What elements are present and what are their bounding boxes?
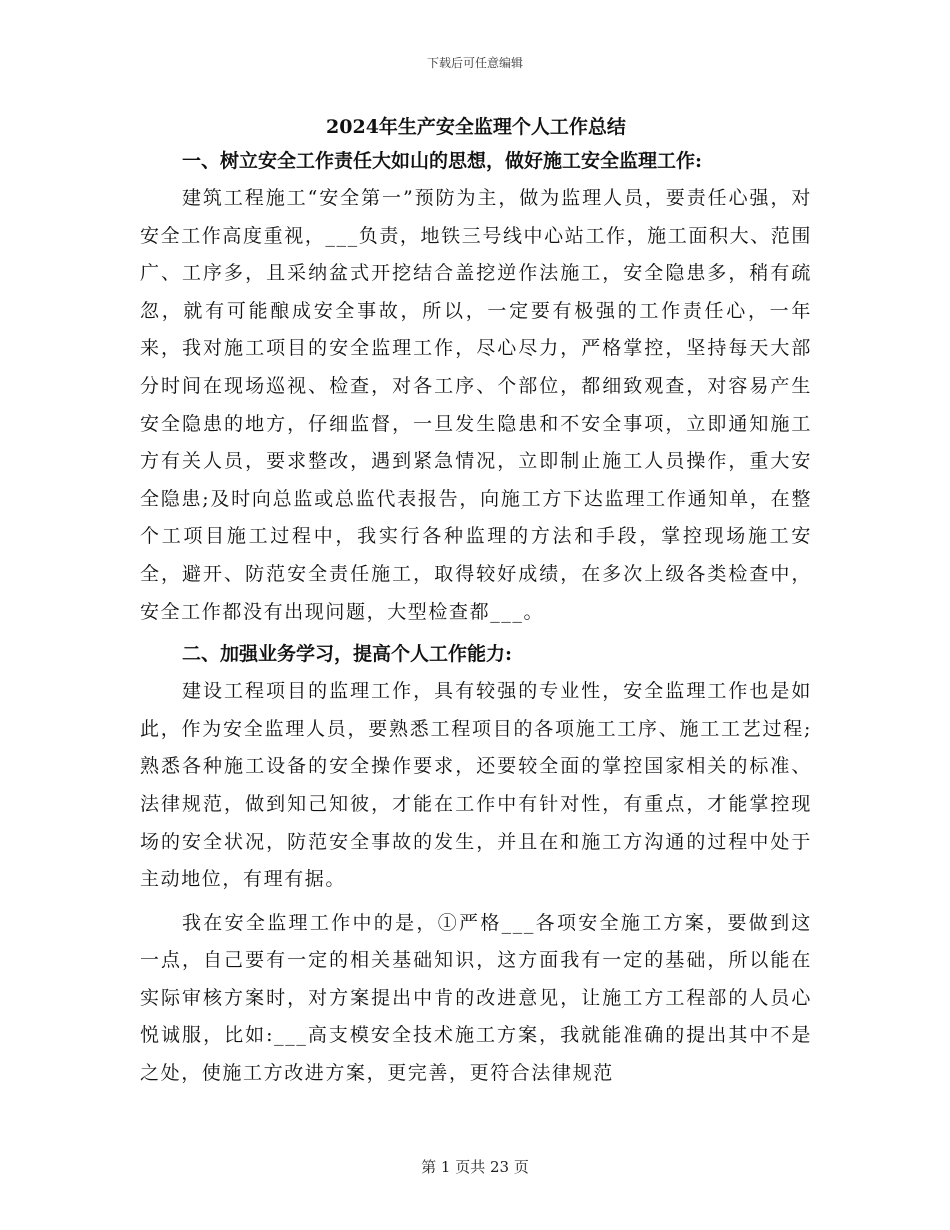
document-title: 2024年生产安全监理个人工作总结 — [326, 116, 626, 138]
section-1-paragraph-1: 建筑工程施工“安全第一”预防为主，做为监理人员，要责任心强，对安全工作高度重视，___负责，地铁三号线中心站工作，施工面积大、范围广、工序多，且采纳盆式开挖结合盖挖逆作法施工，安全隐患多，稍有疏忽，就有可能酿成安全事故，所以，一定要有极强的工作责任心，一年来，我对施工项目的安全监理工作，尽心尽力，严格掌控，坚持每天大部分时间在现场巡视、检查，对各工序、个部位，都细致观查，对容易产生安全隐患的地方，仔细监督，一旦发生隐患和不安全事项，立即通知施工方有关人员，要求整改，遇到紧急情况，立即制止施工人员操作，重大安全隐患;及时向总监或总监代表报告，向施工方下达监理工作通知单，在整个工项目施工过程中，我实行各种监理的方法和手段，掌控现场施工安全，避开、防范安全责任施工，取得较好成绩，在多次上级各类检查中，安全工作都没有出现问题，大型检查都___。 — [140, 187, 812, 623]
page-header-note: 下载后可任意编辑 — [426, 56, 523, 70]
section-heading-2: 二、加强业务学习，提高个人工作能力: — [182, 643, 513, 666]
section-2-paragraph-1: 建设工程项目的监理工作，具有较强的专业性，安全监理工作也是如此，作为安全监理人员，要熟悉工程项目的各项施工工序、施工工艺过程;熟悉各种施工设备的安全操作要求，还要较全面的掌控国家相关的标准、法律规范，做到知己知彼，才能在工作中有针对性，有重点，才能掌控现场的安全状况，防范安全事故的发生，并且在和施工方沟通的过程中处于主动地位，有理有据。 — [140, 680, 812, 891]
page-number: 第 1 页共 23 页 — [421, 1158, 529, 1176]
section-heading-1: 一、树立安全工作责任大如山的思想，做好施工安全监理工作: — [182, 150, 703, 172]
section-2-paragraph-2: 我在安全监理工作中的是，①严格___各项安全施工方案，要做到这一点，自己要有一定的相关基础知识，这方面我有一定的基础，所以能在实际审核方案时，对方案提出中肯的改进意见，让施工方工程部的人员心悦诚服，比如:___高支模安全技术施工方案，我就能准确的提出其中不是之处，使施工方改进方案，更完善，更符合法律规范 — [140, 911, 812, 1085]
document-body — [140, 112, 812, 1093]
